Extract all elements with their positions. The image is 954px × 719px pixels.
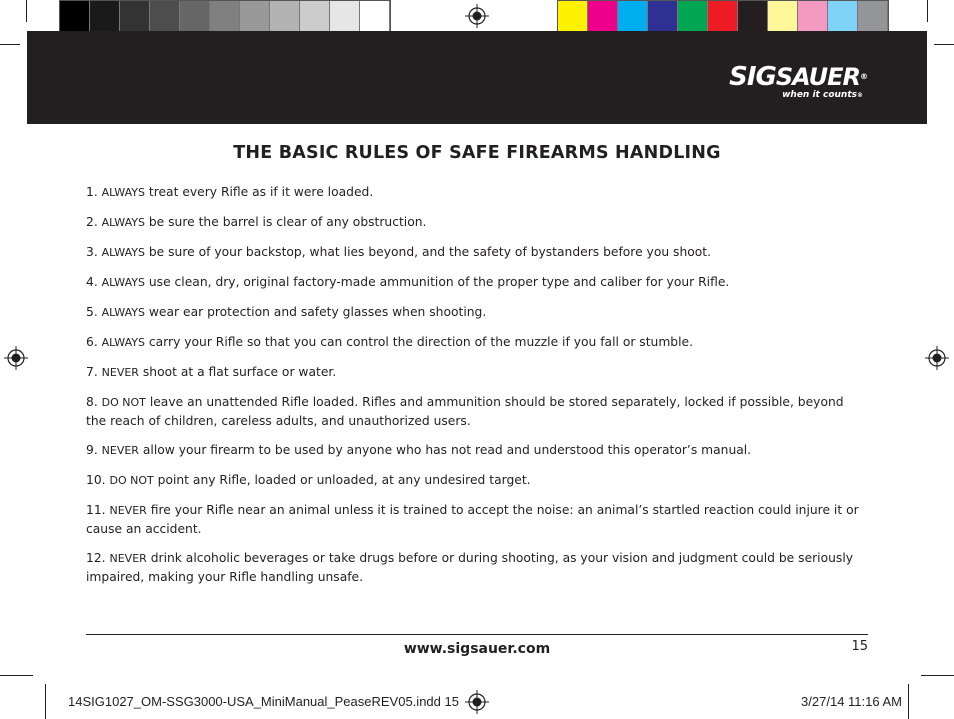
color-swatch [828,1,858,31]
rule-number: 4. [86,275,98,289]
rule-text: drink alcoholic beverages or take drugs before or during shooting, as your vision and judgment could be seriously impaired, making your Rifle handling unsafe. [86,551,854,584]
crop-mark [921,675,954,676]
print-slug-timestamp: 3/27/14 11:16 AM [801,694,902,709]
gray-swatch [210,1,240,31]
rule-keyword: ALWAYS [101,306,145,319]
crop-mark [0,44,20,45]
rule-item [86,183,866,202]
rule-item [86,213,866,232]
color-swatch [708,1,738,31]
gray-swatch [300,1,330,31]
rule-keyword: NEVER [101,444,139,457]
rule-number: 12. [86,551,106,565]
color-swatch [798,1,828,31]
rule-keyword: NEVER [109,504,147,517]
rule-text: allow your firearm to be used by anyone who has not read and understood this operator’s manual. [142,443,752,457]
rule-text: be sure of your backstop, what lies beyond, and the safety of bystanders before you shoot. [148,245,712,259]
print-slug-filename: 14SIG1027_OM-SSG3000-USA_MiniManual_PeaseREV05.indd 15 [68,694,459,709]
color-swatch [588,1,618,31]
logo-sig: SIG [729,62,776,92]
rule-keyword: NEVER [101,366,139,379]
rule-keyword: DO NOT [101,396,146,409]
rule-text: fire your Rifle near an animal unless it is trained to accept the noise: an animal’s startled reaction could injure it or cause an accident. [86,503,859,536]
gray-swatch [240,1,270,31]
rule-keyword: ALWAYS [101,216,145,229]
rule-keyword: ALWAYS [101,276,145,289]
rule-text: leave an unattended Rifle loaded. Rifles and ammunition should be stored separately, locked if possible, beyond the reach of children, careless adults, and unauthorized users. [86,395,844,428]
process-color-bar [557,0,889,32]
crop-mark [908,684,909,719]
registration-mark-icon [925,346,949,370]
logo-trademark: ® [860,72,867,81]
rule-item [86,471,866,490]
logo-tagline: when it counts [782,90,857,100]
rule-number: 10. [86,473,106,487]
gray-swatch [120,1,150,31]
rule-number: 3. [86,245,98,259]
rule-item [86,303,866,322]
color-swatch [738,1,768,31]
rule-number: 8. [86,395,98,409]
logo-sauer: SAUER [775,63,860,91]
sig-sauer-logo [729,62,867,102]
header-bar [27,31,927,124]
footer-url: www.sigsauer.com [403,641,551,657]
rule-item [86,333,866,352]
gray-swatch [90,1,120,31]
rule-number: 2. [86,215,98,229]
footer-divider [86,634,868,635]
rule-keyword: ALWAYS [101,246,145,259]
rule-item [86,243,866,262]
crop-mark [45,684,46,719]
color-swatch [678,1,708,31]
registration-mark-icon [465,4,489,28]
gray-swatch [360,1,390,31]
registration-mark-icon [465,690,489,714]
rule-item [86,441,866,460]
grayscale-color-bar [59,0,391,32]
registration-mark-icon [4,346,28,370]
rule-item [86,501,866,538]
safety-rules-list [86,183,866,597]
logo-tagline-mark: ® [857,92,863,99]
rule-keyword: DO NOT [109,474,154,487]
color-swatch [768,1,798,31]
rule-item [86,273,866,292]
gray-swatch [60,1,90,31]
rule-text: treat every Rifle as if it were loaded. [148,185,374,199]
rule-item [86,393,866,430]
rule-number: 9. [86,443,98,457]
rule-text: carry your Rifle so that you can control the direction of the muzzle if you fall or stumble. [148,335,694,349]
color-swatch [648,1,678,31]
color-swatch [558,1,588,31]
crop-mark [26,0,27,22]
gray-swatch [270,1,300,31]
crop-mark [934,44,954,45]
rule-number: 6. [86,335,98,349]
rule-text: wear ear protection and safety glasses when shooting. [148,305,487,319]
rule-item [86,549,866,586]
rule-text: point any Rifle, loaded or unloaded, at any undesired target. [157,473,531,487]
crop-mark [927,0,928,22]
rule-text: be sure the barrel is clear of any obstruction. [148,215,427,229]
page-title: THE BASIC RULES OF SAFE FIREARMS HANDLING [233,143,721,163]
rule-number: 11. [86,503,106,517]
page-number: 15 [851,639,868,654]
rule-item [86,363,866,382]
rule-text: use clean, dry, original factory-made ammunition of the proper type and caliber for your Rifle. [148,275,730,289]
color-swatch [618,1,648,31]
gray-swatch [150,1,180,31]
rule-number: 7. [86,365,98,379]
gray-swatch [180,1,210,31]
crop-mark [0,675,33,676]
rule-keyword: ALWAYS [101,186,145,199]
gray-swatch [330,1,360,31]
color-swatch [858,1,888,31]
rule-text: shoot at a flat surface or water. [142,365,337,379]
rule-number: 1. [86,185,98,199]
rule-keyword: NEVER [109,552,147,565]
rule-number: 5. [86,305,98,319]
rule-keyword: ALWAYS [101,336,145,349]
